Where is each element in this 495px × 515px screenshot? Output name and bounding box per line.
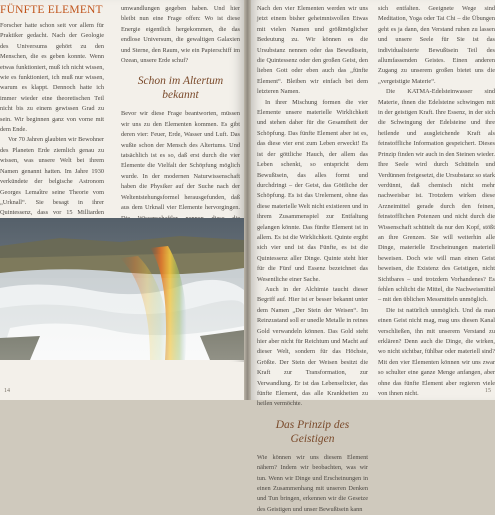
paragraph: In ihrer Mischung formen die vier Elemente unsere materielle Wirklichkeit und stehen daher für die Gesamtheit der Schöpfung. Das fünfte Element aber ist es, das diese vier erst zum Leben erweckt! Es ist der göttliche Hauch, der allem das Leben schenkt, so entspricht dem Bewußtsein, das alles formt und durchdringt – der Geist, das Göttliche der Schöpfung. Es ist das Urelement, ohne das diese materielle Welt nicht existieren und in ihrem Zusammenspiel zur Entfaltung gelangen könnte. Das fünfte Element ist in allem. Es ist die Wirklichkeit. Quinte ergibt sich vier und ist das Fünfte, es ist die Quintessenz aller Dinge. Quinte steht hier für die Fünf und Essenz bezeichnet das Wesentliche einer Sache. — [257, 98, 368, 283]
paragraph: sich entfalten. Geeignete Wege sind Meditation, Yoga oder Tai Chi – die Übungen geht es ja dann, den Verstand ruhen zu lassen und unsere Seele für Sie ist das individualisierte Bewußtsein Teil des allumfassenden Geistes. Einen anderen Zugang zu unserem großen bietet uns die „vergeistigte Materie“. — [378, 5, 495, 85]
section-subheading: Das Prinzip des Geistigen — [275, 418, 350, 445]
bottom-margin — [0, 362, 244, 400]
section-subheading: Schon im Altertum bekannt — [137, 75, 224, 102]
waterfall-rainbow-photo — [0, 218, 244, 360]
paragraph: Vor 70 Jahren glaubten wir Bewohner des Planeten Erde ziemlich genau zu wissen, was unsere Welt bei ihrem Namen genannt hatten. Im Jahre 1930 verkündete der belgische Astronom Georges Lemaître seine Theorie vom „Urknall“. Sie besagt in ihrer Quintessenz, dass vor 15 Milliarden — [0, 136, 104, 217]
paragraph: Auch in der Alchimie taucht dieser Begriff auf. Hier ist er besser bekannt unter dem Namen „Der Stein der Weisen“. Im Reinzustand soll er unedle Metalle in reines Gold verwandeln können. Das Gold steht hier aber nicht für Reichtum und Macht auf dieser Welt, sondern für das Höchste, Größte. Der Stein der Weisen besitzt die Kraft zur Transformation, zur Verwandlung. Er ist das Lebenselixier, das fünfte Element, das alle Krankheiten zu heilen vermöchte. — [257, 285, 368, 408]
paragraph: Die ist natürlich unmöglich. Und da man einen Geist nicht mag, mag uns diesen Kanal verschließen, ihn mit unserem Verstand zu erklären? Denn auch die Dinge, die wirken, wo nicht sichtbar, fühlbar oder materiell sind? Mit den vier Elementen können wir uns zwar so schulter eine ganze Menge anfangen, aber ohne das fünfte Element aber regieren viele von ihnen nicht. — [378, 306, 495, 398]
right-column-2 — [378, 4, 495, 399]
paragraph: Forscher hatte schon seit vor allem für Praktiker gedacht. Nach der Geologie des Universums gehört zu den Menschen, die es geben konnte. Wenn etwas funktioniert, muß ich nicht wissen, wie es funktioniert, ich muß nur wissen, warum es klappt. Dennoch hatte ich immer wieder eine theoretischen Teil nicht bis zu einem gewissen Grad zu sein. Wir beginnen ganz von vorne mit dem Ende. — [0, 22, 104, 134]
chapter-heading: FÜNFTE ELEMENT — [0, 4, 103, 16]
paragraph: Die KATMA-Edelsteinwasser sind Materie, ihnen die Edelsteine schwingen mit in der geistigen Kraft. Ihre Essenz, in der sich die Schwingung der Edelsteine und ihre heilende und ausgleichende Kraft als feinstoffliche Information gespeichert. Dieses Prinzip finden wir auch in den Steinen wieder. Ihre Seele wird durch Schütteln und Verdünnen freigesetzt, die Ursubstanz so stark verdünnt, daß chemisch nicht mehr nachweisbar ist. Trotzdem wirken diese Arzneimittel gerade durch den feinen, feinstofflichen Potenzen und nicht durch die Wissenschaft schüttelt da nur den Kopf, stößt an ihre Grenzen. Sie will weiterhin alle Dinge, materielle Erscheinungen materiell beweisen. Doch wie will man einen Geist beweisen, die Existenz des Geistigen, nicht Sichtbares – und trotzdem Vorhandenes? Es fehlen schlicht die Mittel, die Nachweismittel – mit den üblichen Messmitteln unmöglich. — [378, 88, 495, 304]
left-page — [0, 0, 244, 400]
paragraph: umwandlungen gegeben haben. Und hier bleibt nun eine Frage offen: Wo ist diese Energie eigentlich hergekommen, die das endlose Universum, die gewaltigen Galaxien und Sterne, den Raum, wie ein Papierschiff im Ozean, unsere Erde schuf? — [121, 5, 240, 65]
book-gutter — [244, 0, 251, 400]
right-page — [251, 0, 495, 513]
page-number-right: 15 — [485, 388, 491, 394]
paragraph: Nach den vier Elementen werden wir uns jetzt einem bisher geheimnisvollen Etwas mit vielen Namen und größtmöglicher Bedeutung zu. Wir können es die Ursubstanz nennen oder das Bewußtsein, die Quintessenz oder den großen Geist, den lieben Gott oder eben auch das „fünfte Element“. Bleiben wir einfach bei dem letzteren Namen. — [257, 5, 368, 96]
paragraph: Bevor wir diese Frage beantworten, müssen wir uns zu den Elementen kommen. Es gibt deren vier: Feuer, Erde, Wasser und Luft. Das wußte schon der Mensch des Altertums. Und tatsächlich ist es so, daß erst durch die vier Elemente die Vielfalt der Schöpfung möglich wurde. In der modernen Naturwissenschaft haben die Physiker auf der Suche nach der Weltentstehungsformel herausgefunden, daß aus dem Urknall vier Elemente hervorgingen. — [121, 110, 240, 212]
paragraph: Wie können wir uns diesem Element nähern? Indem wir beobachten, was wir tun. Wenn wir Dinge und Erscheinungen in einen Zusammenhang mit unseren Denken und Tun bringen, erkennen wir die Gesetze des Geistigen und unser Bewußtsein kann — [257, 453, 368, 513]
page-number-left: 14 — [4, 388, 10, 394]
right-column-1 — [257, 4, 368, 515]
